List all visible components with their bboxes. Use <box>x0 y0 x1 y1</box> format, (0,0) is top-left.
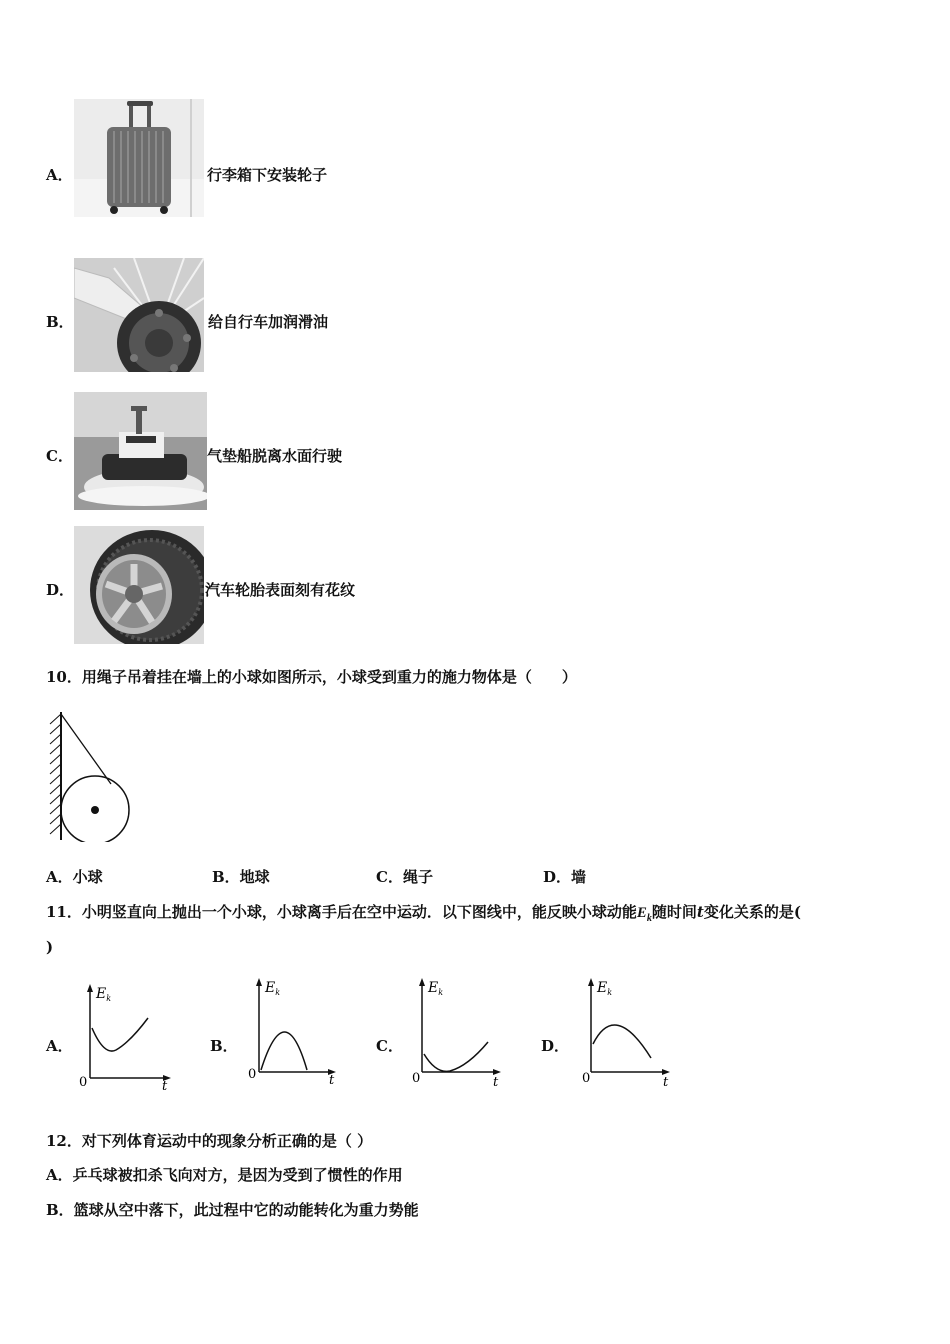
axis-x-label: t <box>663 1075 669 1090</box>
origin-label: 0 <box>79 1075 88 1090</box>
hovercraft-photo <box>74 392 207 510</box>
q11-option-d[interactable]: D． <box>541 1037 570 1055</box>
option-text: 气垫船脱离水面行驶 <box>207 447 343 465</box>
curve <box>92 1018 148 1051</box>
q11-option-b[interactable]: B． <box>210 1037 238 1055</box>
bicycle-lubrication-photo <box>74 258 204 372</box>
q11-stem-line1 <box>46 901 801 924</box>
option-letter: C． <box>46 447 73 465</box>
ek-k: k <box>646 913 652 924</box>
q11-option-c[interactable]: C． <box>376 1037 403 1055</box>
q10-option-a[interactable]: A．小球 <box>46 868 103 886</box>
ek-symbol <box>636 905 652 924</box>
option-letter: A． <box>46 166 73 184</box>
option-letter: D． <box>46 581 75 599</box>
axis-x-label: t <box>162 1079 168 1090</box>
curve <box>261 1032 307 1070</box>
origin-label: 0 <box>582 1071 591 1086</box>
q11-stem-pre: 11．小明竖直向上抛出一个小球，小球离手后在空中运动．以下图线中，能反映小球动能 <box>46 903 637 921</box>
axis-y-label: $E_k$ <box>96 986 112 1003</box>
axis-x-label: t <box>493 1075 499 1090</box>
option-text: 汽车轮胎表面刻有花纹 <box>205 581 356 599</box>
axis-y-label: $E_k$ <box>265 980 281 997</box>
axis-y-label: $E_k$ <box>428 980 444 997</box>
curve <box>424 1042 488 1071</box>
q11-stem-post: 变化关系的是( <box>703 903 801 921</box>
option-text: 行李箱下安装轮子 <box>207 166 328 184</box>
tire-photo <box>74 526 204 644</box>
graph-a <box>74 980 174 1090</box>
q11-stem-line2: ) <box>46 938 54 956</box>
axis-x-label: t <box>329 1073 335 1088</box>
q12-stem: 12．对下列体育运动中的现象分析正确的是（ ） <box>46 1132 373 1150</box>
q11-stem-mid: 随时间 <box>651 903 697 921</box>
q11-option-a[interactable]: A． <box>46 1037 73 1055</box>
axis-y-label: $E_k$ <box>597 980 613 997</box>
origin-label: 0 <box>248 1067 257 1082</box>
q10-option-d[interactable]: D．墙 <box>543 868 587 886</box>
origin-label: 0 <box>412 1071 421 1086</box>
suitcase-photo <box>74 99 204 217</box>
graph-c <box>404 972 504 1090</box>
option-text: 给自行车加润滑油 <box>208 313 329 331</box>
q12-option-b[interactable]: B．篮球从空中落下，此过程中它的动能转化为重力势能 <box>46 1201 419 1219</box>
q10-option-b[interactable]: B．地球 <box>212 868 270 886</box>
q10-stem: 10．用绳子吊着挂在墙上的小球如图所示，小球受到重力的施力物体是（ ） <box>46 668 577 686</box>
ek-e: E <box>636 905 647 921</box>
q12-option-a[interactable]: A．乒乓球被扣杀飞向对方，是因为受到了惯性的作用 <box>46 1166 403 1184</box>
graph-b <box>241 972 341 1090</box>
option-letter: B． <box>46 313 74 331</box>
t-symbol: t <box>696 903 704 921</box>
q10-option-c[interactable]: C．绳子 <box>376 868 433 886</box>
graph-d <box>575 972 675 1090</box>
curve <box>593 1025 651 1058</box>
hanging-ball-figure <box>44 710 139 842</box>
